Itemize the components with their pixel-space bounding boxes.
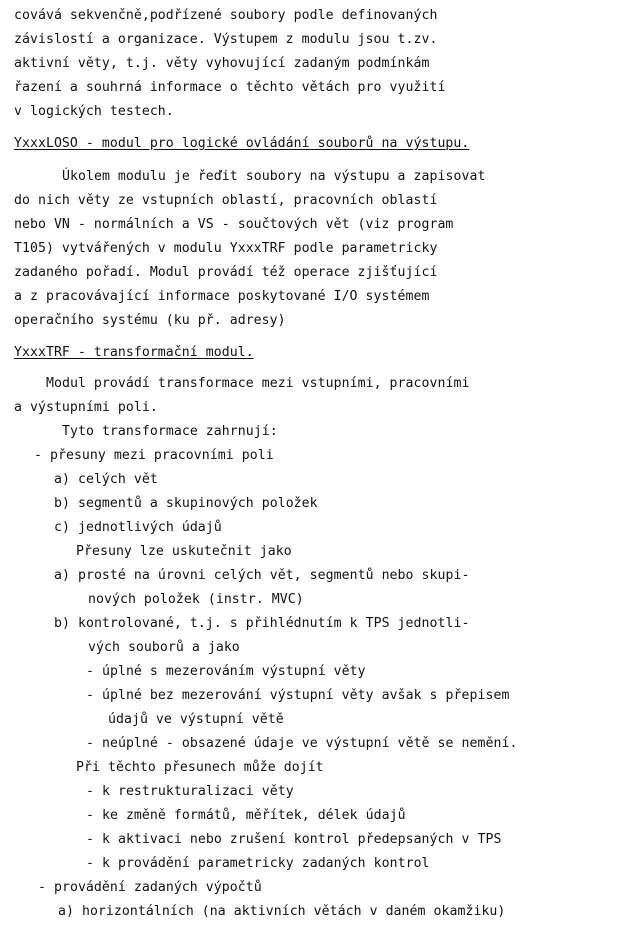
text-line: a z pracovávající informace poskytované I/O systémem (14, 289, 430, 304)
list-item: b) kontrolované, t.j. s přihlédnutím k TPS jednotli- (54, 616, 470, 631)
text-line: T105) vytvářených v modulu YxxxTRF podle parametricky (14, 241, 438, 256)
list-item: údajů ve výstupní větě (108, 712, 284, 727)
list-item: - ke změně formátů, měřítek, délek údajů (86, 808, 406, 823)
section-heading-loso: YxxxLOSO - modul pro logické ovládání souborů na výstupu. (14, 136, 470, 151)
text-line: závislostí a organizace. Výstupem z modulu jsou t.zv. (14, 32, 438, 47)
text-line: v logických testech. (14, 104, 174, 119)
list-item: b) segmentů a skupinových položek (54, 496, 318, 511)
list-item: a) horizontálních (na aktivních větách v daném okamžiku) (58, 904, 506, 919)
list-item: - úplné bez mezerování výstupní věty avšak s přepisem (86, 688, 510, 703)
text-line: aktivní věty, t.j. věty vyhovující zadaným podmínkám (14, 56, 430, 71)
list-item: a) prosté na úrovni celých vět, segmentů nebo skupi- (54, 568, 470, 583)
list-item: vých souborů a jako (88, 640, 240, 655)
list-item: - neúplné - obsazené údaje ve výstupní větě se nemění. (86, 736, 518, 751)
list-item: - úplné s mezerováním výstupní věty (86, 664, 366, 679)
text-line: operačního systému (ku př. adresy) (14, 313, 286, 328)
text-line: řazení a souhrná informace o těchto větách pro využití (14, 80, 446, 95)
section-heading-trf: YxxxTRF - transformační modul. (14, 345, 254, 360)
list-item: - k provádění parametricky zadaných kontrol (86, 856, 430, 871)
list-item: Při těchto přesunech může dojít (76, 760, 324, 775)
text-line: Úkolem modulu je řeďit soubory na výstupu a zapisovat (62, 169, 486, 184)
text-line: nebo VN - normálních a VS - součtových vět (viz program (14, 217, 454, 232)
text-line: covává sekvenčně,podřízené soubory podle definovaných (14, 8, 438, 23)
list-item: nových položek (instr. MVC) (88, 592, 304, 607)
list-item: - k restrukturalizaci věty (86, 784, 294, 799)
list-item: Tyto transformace zahrnují: (62, 424, 278, 439)
text-line: a výstupními poli. (14, 400, 158, 415)
text-line: zadaného pořadí. Modul provádí též operace zjišťující (14, 265, 438, 280)
list-item: - provádění zadaných výpočtů (38, 880, 262, 895)
text-line: Modul provádí transformace mezi vstupními, pracovními (46, 376, 470, 391)
list-item: a) celých vět (54, 472, 158, 487)
text-line: do nich věty ze vstupních oblastí, pracovních oblastí (14, 193, 438, 208)
list-item: Přesuny lze uskutečnit jako (76, 544, 292, 559)
list-item: - přesuny mezi pracovními poli (34, 448, 274, 463)
list-item: - k aktivaci nebo zrušení kontrol předepsaných v TPS (86, 832, 502, 847)
list-item: c) jednotlivých údajů (54, 520, 222, 535)
